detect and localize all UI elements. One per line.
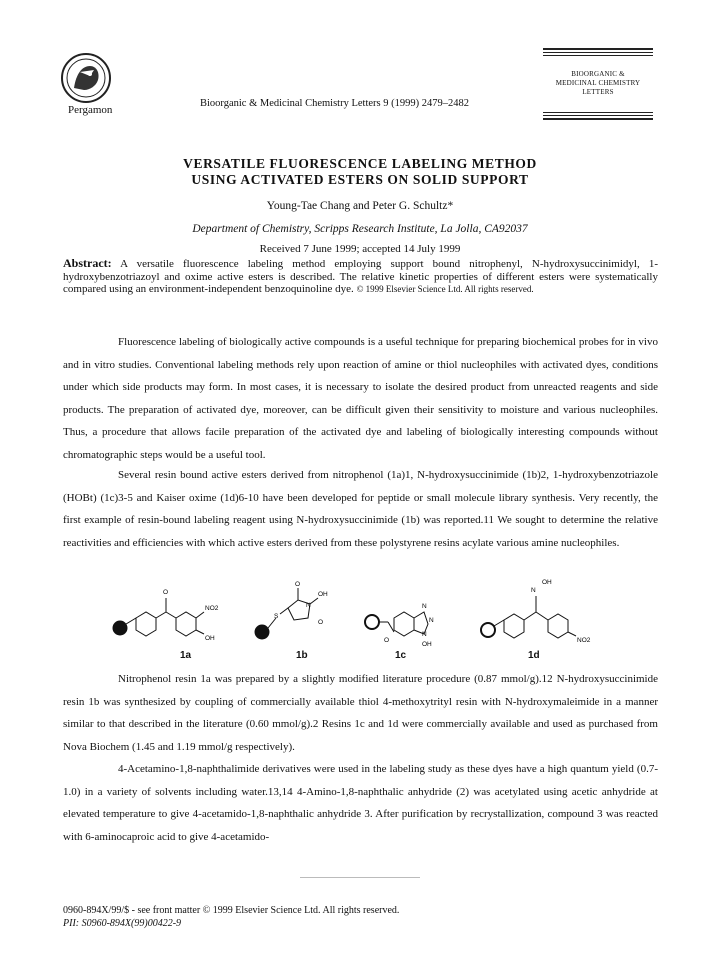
paragraph-text: Several resin bound active esters derived from nitrophenol (1a)1, N-hydroxysuccinimide (1b)2, 1-hydroxybenzotriazole (HOBt) (1c)3-5 and Kaiser oxime (1d)6-10 have been developed for peptide or small molecule library synthesis. Very recently, the first example of resin-bound labeling reagent using N-hydroxysuccinimide (1b) was reported.11 We sought to determine the relative reactivities and efficiencies with which active esters derived from these polystyrene resins acylate various amine nucleophiles. <box>63 469 658 549</box>
paragraph-text: Fluorescence labeling of biologically active compounds is a useful technique for preparing biochemical probes for in vivo and in vitro studies. Conventional labeling methods rely upon reaction of amine or thiol nucleophiles with activated dyes, conditions under which side products may form. In most cases, it is necessary to isolate the desired product from unreacted reagents and side products. The preparation of activated dye, moreover, can be difficult given their sensitivity to moisture and various nucleophiles. Thus, a procedure that allows facile preparation of the activated dye and labeling of biologically interesting compounds without chromatographic steps would be a useful tool. <box>63 336 658 461</box>
atom-label: N <box>531 587 536 594</box>
atom-label: O <box>384 637 390 644</box>
atom-label: NO2 <box>205 605 219 612</box>
atom-label: O <box>163 589 169 596</box>
affiliation: Department of Chemistry, Scripps Research Institute, La Jolla, CA92037 <box>192 223 528 235</box>
atom-label: N <box>306 602 311 609</box>
abstract <box>63 257 658 296</box>
pii-note <box>63 918 181 929</box>
authors: Young-Tae Chang and Peter G. Schultz* <box>266 200 454 212</box>
structure-1b <box>255 588 318 639</box>
body-paragraph-4 <box>63 758 658 848</box>
journal-citation: Bioorganic & Medicinal Chemistry Letters 9 (1999) 2479–2482 <box>200 98 469 109</box>
atom-label: OH <box>318 591 328 598</box>
journal-name-line: MEDICINAL CHEMISTRY <box>555 79 641 87</box>
body-paragraph-3 <box>63 668 658 758</box>
structure-1c <box>365 612 428 636</box>
atom-label: S <box>274 613 279 620</box>
compound-label-1d: 1d <box>528 650 540 661</box>
atom-label: NO2 <box>577 637 591 644</box>
paragraph-text: Nitrophenol resin 1a was prepared by a slightly modified literature procedure (0.87 mmol/g).12 N-hydroxysuccinimide resin 1b was synthesized by coupling of commercially available thiol 4-methoxytrityl resin with N-hydroxymaleimide in a manner similar to that described in the literature (0.60 mmol/g).2 Resins 1c and 1d were commercially available and used as purchased from Nova Biochem (1.45 and 1.19 mmol/g respectively). <box>63 673 658 753</box>
front-matter-note: 0960-894X/99/$ - see front matter © 1999 Elsevier Science Ltd. All rights reserved. <box>63 905 400 916</box>
article-title <box>100 156 620 188</box>
title-line-1: VERSATILE FLUORESCENCE LABELING METHOD <box>183 156 537 171</box>
atom-label: OH <box>205 635 215 642</box>
elsevier-tree-logo <box>60 52 112 104</box>
atom-label: O <box>318 619 324 626</box>
journal-rule-top <box>543 48 653 58</box>
compound-label-1c: 1c <box>395 650 407 661</box>
paragraph-text: 4-Acetamino-1,8-naphthalimide derivatives were used in the labeling study as these dyes have a high quantum yield (0.7-1.0) in a variety of solvents including water.13,14 4-Amino-1,8-naphthalic anhydride (2) was acetylated using acetic anhydride at elevated temperature to give 4-acetamido-1,8-naphthalic anhydride 3. After purification by recrystallization, compound 3 was reacted with 6-aminocaproic acid to give 4-acetamido- <box>63 763 658 843</box>
title-line-2: USING ACTIVATED ESTERS ON SOLID SUPPORT <box>191 172 529 187</box>
abstract-label: Abstract: <box>63 256 112 270</box>
received-dates: Received 7 June 1999; accepted 14 July 1999 <box>259 243 461 255</box>
compound-label-1b: 1b <box>296 650 308 661</box>
body-paragraph-2 <box>63 464 658 554</box>
journal-name-block <box>543 70 653 97</box>
publisher-name: Pergamon <box>68 104 113 116</box>
atom-label: N <box>429 617 434 624</box>
structure-1d <box>481 596 576 638</box>
atom-label: O <box>295 581 301 588</box>
structure-1a <box>113 598 204 636</box>
compound-label-1a: 1a <box>180 650 192 661</box>
pii-text: PII: S0960-894X(99)00422-9 <box>63 918 182 929</box>
abstract-copyright: © 1999 Elsevier Science Ltd. All rights reserved. <box>356 284 534 294</box>
atom-label: N <box>422 603 427 610</box>
journal-name-line: LETTERS <box>582 88 614 96</box>
atom-label: OH <box>422 641 432 648</box>
journal-rule-bottom <box>543 112 653 122</box>
atom-label: OH <box>542 579 552 586</box>
footer-rule <box>300 877 420 878</box>
body-paragraph-1 <box>63 331 658 467</box>
atom-label: N <box>422 631 427 638</box>
journal-name-line: BIOORGANIC & <box>571 70 625 78</box>
abstract-text: A versatile fluorescence labeling method employing support bound nitrophenyl, N-hydroxysuccinimidyl, 1-hydroxybenzotriazoyl and oxime active esters is described. The relative kinetic properties of different esters were systematically compared using an environment-independent benzoquinoline dye. <box>63 258 658 295</box>
